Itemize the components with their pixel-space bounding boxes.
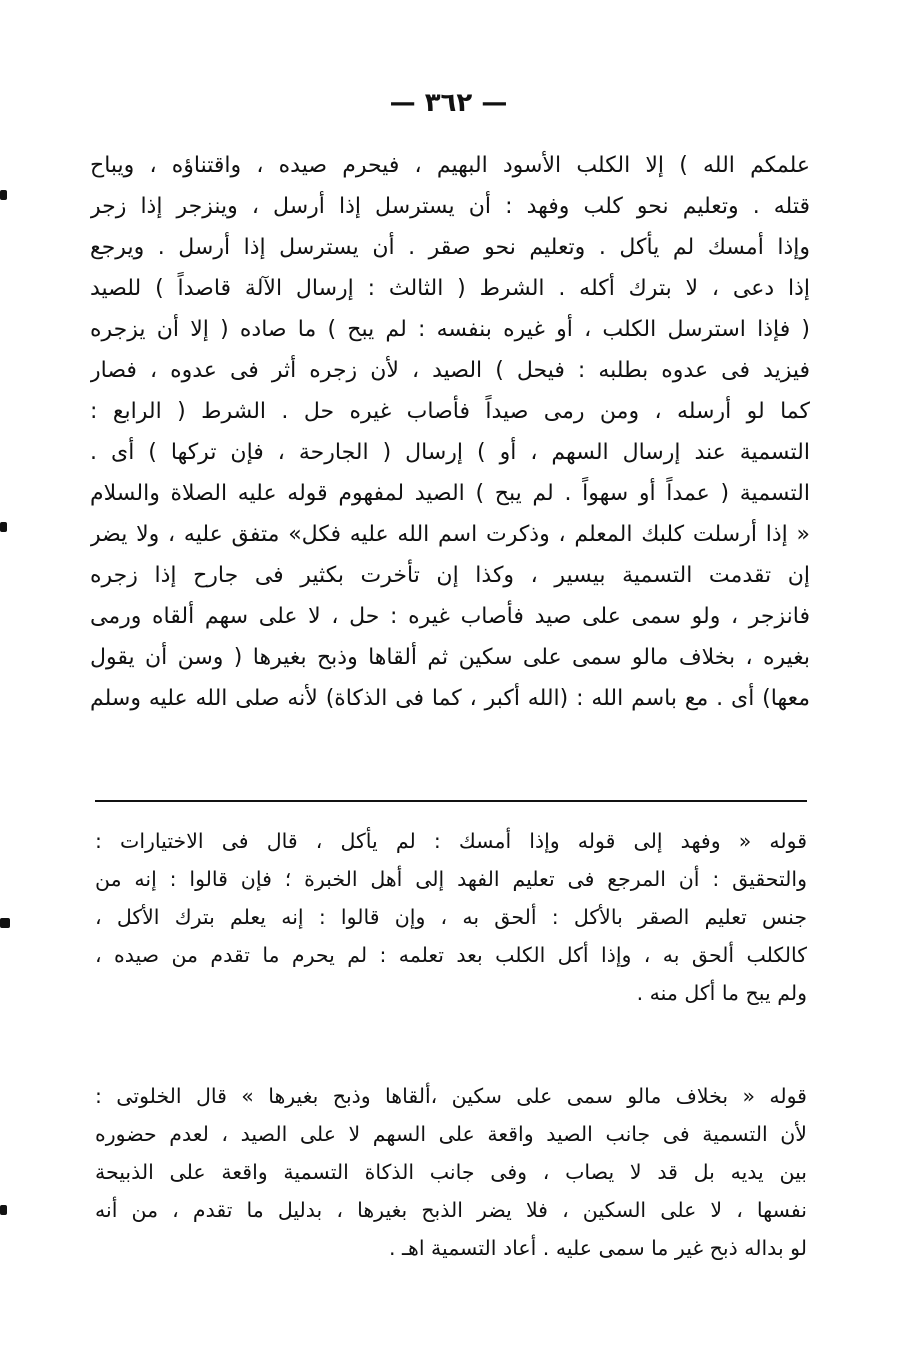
- margin-mark: [0, 522, 7, 532]
- footnote-line: بين يديه بل قد لا يصاب ، وفى جانب الذكاة التسمية واقعة على الذبيحة: [95, 1160, 807, 1184]
- main-text-line: ( فإذا استرسل الكلب ، أو غيره بنفسه : لم يبح ) ما صاده ( إلا أن يزجره: [90, 317, 810, 342]
- main-text-line: فيزيد فى عدوه بطلبه : فيحل ) الصيد ، لأن زجره أثر فى عدوه ، فصار: [90, 358, 810, 383]
- footnote-line: لو بداله ذبح غير ما سمى عليه . أعاد التسمية اهـ .: [388, 1236, 807, 1260]
- margin-mark: [0, 190, 7, 200]
- footnote-2: [95, 1077, 807, 1267]
- footnote-1: [95, 822, 807, 1012]
- main-text-line: وإذا أمسك لم يأكل . وتعليم نحو صقر . أن يسترسل إذا أرسل . ويرجع: [90, 235, 810, 260]
- footnote-line: قوله « بخلاف مالو سمى على سكين ،ألقاها وذبح بغيرها » قال الخلوتى :: [95, 1084, 807, 1108]
- main-text-line: « إذا أرسلت كلبك المعلم ، وذكرت اسم الله عليه فكل» متفق عليه ، ولا يضر: [90, 522, 810, 547]
- footnote-line: جنس تعليم الصقر بالأكل : ألحق به ، وإن قالوا : إنه يعلم بترك الأكل ،: [95, 905, 807, 929]
- footnote-line: والتحقيق : أن المرجع فى تعليم الفهد إلى أهل الخبرة ؛ فإن قالوا : إنه من: [95, 867, 807, 891]
- footnote-line: كالكلب ألحق به ، وإذا أكل الكلب بعد تعلمه : لم يحرم ما تقدم من صيده ،: [95, 943, 807, 967]
- main-text: [90, 145, 810, 719]
- main-text-line: بغيره ، بخلاف مالو سمى على سكين ثم ألقاها وذبح بغيرها ( وسن أن يقول: [90, 645, 810, 670]
- main-text-line: قتله . وتعليم نحو كلب وفهد : أن يسترسل إذا أرسل ، وينزجر إذا زجر: [90, 194, 810, 219]
- main-text-line: فانزجر ، ولو سمى على صيد فأصاب غيره : حل ، لا على سهم ألقاه ورمى: [90, 604, 810, 629]
- footnote-line: قوله « وفهد إلى قوله وإذا أمسك : لم يأكل ، قال فى الاختيارات :: [95, 829, 807, 853]
- footnote-line: لأن التسمية فى جانب الصيد واقعة على السهم لا على الصيد ، لعدم حضوره: [95, 1122, 807, 1146]
- main-text-line: معها) أى . مع باسم الله : (الله أكبر ، كما فى الذكاة) لأنه صلى الله عليه وسلم: [90, 686, 810, 711]
- main-text-line: إن تقدمت التسمية بيسير ، وكذا إن تأخرت بكثير فى جارح إذا زجره: [90, 563, 810, 588]
- footnote-line: نفسها ، لا على السكين ، فلا يضر الذبح بغيرها ، بدليل ما تقدم ، من أنه: [95, 1198, 807, 1222]
- margin-mark: [0, 918, 10, 928]
- footnote-divider: [95, 800, 807, 802]
- margin-mark: [0, 1205, 7, 1215]
- main-text-line: التسمية ( عمداً أو سهواً . لم يبح ) الصيد لمفهوم قوله عليه الصلاة والسلام: [90, 481, 810, 506]
- page-number: — ٣٦٢ —: [389, 88, 508, 118]
- main-text-line: كما لو أرسله ، ومن رمى صيداً فأصاب غيره حل . الشرط ( الرابع :: [90, 399, 810, 424]
- main-text-line: إذا دعى ، لا بترك أكله . الشرط ( الثالث : إرسال الآلة قاصداً ) للصيد: [90, 276, 810, 301]
- main-text-line: التسمية عند إرسال السهم ، أو ) إرسال ( الجارحة ، فإن تركها ) أى .: [90, 440, 810, 465]
- main-text-line: علمكم الله ) إلا الكلب الأسود البهيم ، فيحرم صيده ، واقتناؤه ، ويباح: [90, 153, 810, 178]
- footnote-line: ولم يبح ما أكل منه .: [636, 981, 807, 1005]
